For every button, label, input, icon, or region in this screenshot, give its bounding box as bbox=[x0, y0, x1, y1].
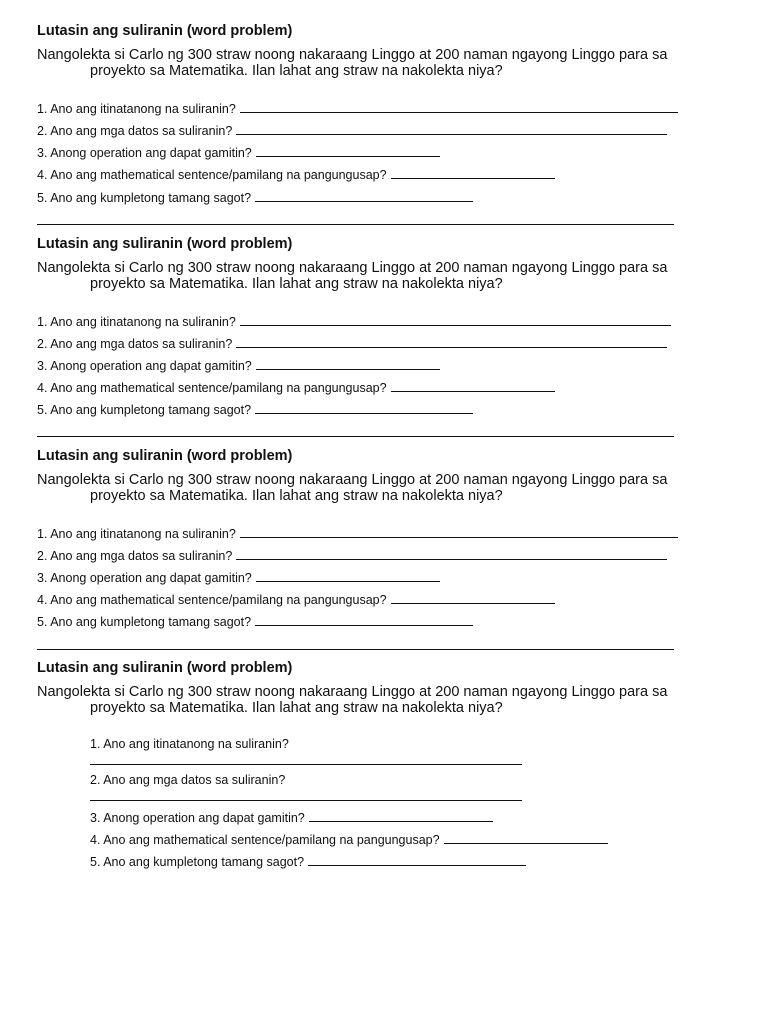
question-5: 5. Ano ang kumpletong tamang sagot? bbox=[90, 853, 526, 870]
answer-blank[interactable] bbox=[391, 591, 555, 604]
answer-blank[interactable] bbox=[255, 613, 473, 626]
question-2: 2. Ano ang mga datos sa suliranin? bbox=[37, 122, 667, 139]
problem-line-1: Nangolekta si Carlo ng 300 straw noong nakaraang Linggo at 200 naman ngayong Linggo para sa bbox=[37, 47, 668, 63]
problem-line-1: Nangolekta si Carlo ng 300 straw noong nakaraang Linggo at 200 naman ngayong Linggo para sa bbox=[37, 260, 668, 276]
section-divider bbox=[37, 649, 674, 650]
answer-blank[interactable] bbox=[236, 122, 667, 135]
answer-blank[interactable] bbox=[444, 831, 608, 844]
answer-blank[interactable] bbox=[256, 357, 440, 370]
question-1: 1. Ano ang itinatanong na suliranin? bbox=[37, 313, 671, 330]
answer-blank[interactable] bbox=[256, 144, 440, 157]
problem-line-1: Nangolekta si Carlo ng 300 straw noong nakaraang Linggo at 200 naman ngayong Linggo para sa bbox=[37, 684, 668, 700]
section-title: Lutasin ang suliranin (word problem) bbox=[37, 236, 293, 252]
word-problem-text bbox=[37, 473, 717, 504]
answer-blank[interactable] bbox=[236, 335, 667, 348]
question-1: 1. Ano ang itinatanong na suliranin? bbox=[37, 100, 678, 117]
question-2: 2. Ano ang mga datos sa suliranin? bbox=[37, 547, 667, 564]
question-5: 5. Ano ang kumpletong tamang sagot? bbox=[37, 401, 473, 418]
answer-blank[interactable] bbox=[391, 379, 555, 392]
problem-line-2: proyekto sa Matematika. Ilan lahat ang straw na nakolekta niya? bbox=[90, 699, 503, 716]
problem-line-2: proyekto sa Matematika. Ilan lahat ang straw na nakolekta niya? bbox=[90, 62, 503, 79]
problem-line-2: proyekto sa Matematika. Ilan lahat ang straw na nakolekta niya? bbox=[90, 275, 503, 292]
answer-blank[interactable] bbox=[256, 569, 440, 582]
question-5: 5. Ano ang kumpletong tamang sagot? bbox=[37, 189, 473, 206]
question-1: 1. Ano ang itinatanong na suliranin? bbox=[37, 525, 678, 542]
answer-blank[interactable] bbox=[309, 809, 493, 822]
answer-blank[interactable] bbox=[308, 853, 526, 866]
word-problem-text bbox=[37, 685, 717, 716]
word-problem-text bbox=[37, 48, 717, 79]
answer-blank[interactable] bbox=[255, 189, 473, 202]
word-problem-text bbox=[37, 261, 717, 292]
problem-line-1: Nangolekta si Carlo ng 300 straw noong nakaraang Linggo at 200 naman ngayong Linggo para sa bbox=[37, 472, 668, 488]
section-title: Lutasin ang suliranin (word problem) bbox=[37, 448, 293, 464]
answer-blank[interactable] bbox=[240, 313, 671, 326]
question-5: 5. Ano ang kumpletong tamang sagot? bbox=[37, 613, 473, 630]
question-1: 1. Ano ang itinatanong na suliranin? bbox=[90, 737, 289, 751]
answer-blank[interactable] bbox=[236, 547, 667, 560]
answer-blank[interactable] bbox=[90, 800, 522, 801]
question-3: 3. Anong operation ang dapat gamitin? bbox=[37, 357, 440, 374]
question-2: 2. Ano ang mga datos sa suliranin? bbox=[90, 773, 286, 787]
section-divider bbox=[37, 436, 674, 437]
question-4: 4. Ano ang mathematical sentence/pamilang na pangungusap? bbox=[90, 831, 608, 848]
question-3: 3. Anong operation ang dapat gamitin? bbox=[37, 569, 440, 586]
question-3: 3. Anong operation ang dapat gamitin? bbox=[90, 809, 493, 826]
question-4: 4. Ano ang mathematical sentence/pamilang na pangungusap? bbox=[37, 379, 555, 396]
answer-blank[interactable] bbox=[391, 166, 555, 179]
answer-blank[interactable] bbox=[90, 764, 522, 765]
section-title: Lutasin ang suliranin (word problem) bbox=[37, 660, 293, 676]
question-4: 4. Ano ang mathematical sentence/pamilang na pangungusap? bbox=[37, 166, 555, 183]
section-divider bbox=[37, 224, 674, 225]
answer-blank[interactable] bbox=[255, 401, 473, 414]
question-2: 2. Ano ang mga datos sa suliranin? bbox=[37, 335, 667, 352]
question-3: 3. Anong operation ang dapat gamitin? bbox=[37, 144, 440, 161]
section-title: Lutasin ang suliranin (word problem) bbox=[37, 23, 293, 39]
problem-line-2: proyekto sa Matematika. Ilan lahat ang straw na nakolekta niya? bbox=[90, 487, 503, 504]
answer-blank[interactable] bbox=[240, 100, 678, 113]
answer-blank[interactable] bbox=[240, 525, 678, 538]
question-4: 4. Ano ang mathematical sentence/pamilang na pangungusap? bbox=[37, 591, 555, 608]
